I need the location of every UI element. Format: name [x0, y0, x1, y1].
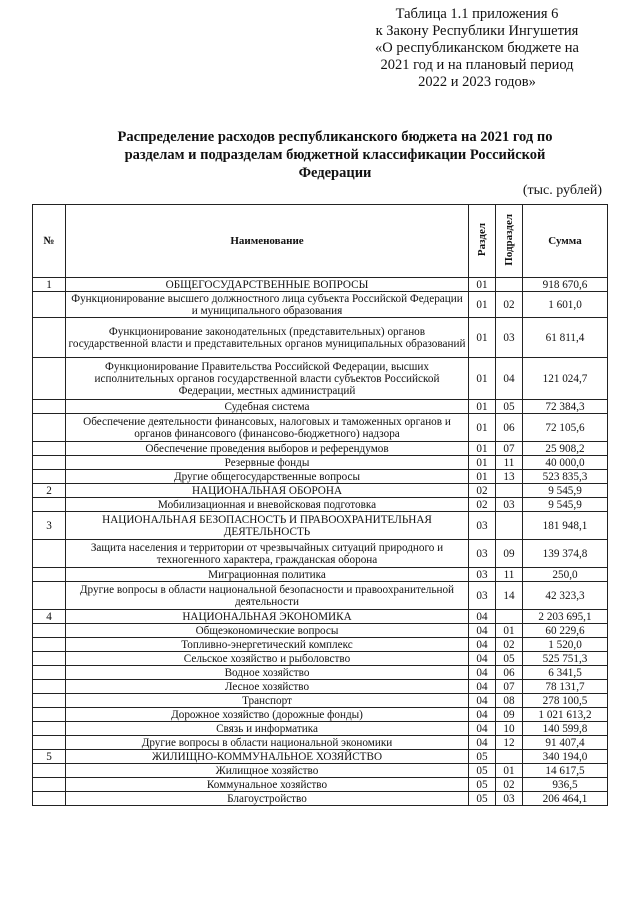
row-podrazdel: 01 — [496, 764, 523, 778]
row-name: Другие вопросы в области национальной экономики — [66, 736, 469, 750]
row-razdel: 04 — [469, 708, 496, 722]
table-row — [33, 292, 608, 318]
row-podrazdel: 04 — [496, 358, 523, 400]
appendix-line: «О республиканском бюджете на — [375, 40, 579, 56]
row-name: Коммунальное хозяйство — [66, 778, 469, 792]
appendix-line: Таблица 1.1 приложения 6 — [395, 6, 559, 22]
table-row — [33, 358, 608, 400]
row-razdel: 04 — [469, 722, 496, 736]
row-sum: 121 024,7 — [523, 358, 608, 400]
row-name: Функционирование Правительства Российской Федерации, высших исполнительных органов государственной власти субъектов Российской Федерации, местных администраций — [66, 358, 469, 400]
row-podrazdel: 06 — [496, 666, 523, 680]
row-razdel: 01 — [469, 358, 496, 400]
row-number: 3 — [33, 512, 66, 540]
row-razdel: 01 — [469, 442, 496, 456]
appendix-reference — [342, 6, 612, 91]
row-name: Мобилизационная и вневойсковая подготовка — [66, 498, 469, 512]
row-name: Транспорт — [66, 694, 469, 708]
column-header-num: № — [33, 205, 66, 278]
row-name: Связь и информатика — [66, 722, 469, 736]
row-name: Судебная система — [66, 400, 469, 414]
row-sum: 918 670,6 — [523, 278, 608, 292]
row-podrazdel: 05 — [496, 652, 523, 666]
row-number — [33, 442, 66, 456]
row-razdel: 04 — [469, 680, 496, 694]
row-podrazdel: 06 — [496, 414, 523, 442]
row-name: НАЦИОНАЛЬНАЯ БЕЗОПАСНОСТЬ И ПРАВООХРАНИТЕЛЬНАЯ ДЕЯТЕЛЬНОСТЬ — [66, 512, 469, 540]
row-number — [33, 638, 66, 652]
row-razdel: 03 — [469, 568, 496, 582]
row-razdel: 03 — [469, 512, 496, 540]
row-sum: 60 229,6 — [523, 624, 608, 638]
table-row — [33, 778, 608, 792]
table-row — [33, 624, 608, 638]
table-row — [33, 568, 608, 582]
row-razdel: 04 — [469, 610, 496, 624]
table-row — [33, 680, 608, 694]
row-number — [33, 568, 66, 582]
row-name: ЖИЛИЩНО-КОММУНАЛЬНОЕ ХОЗЯЙСТВО — [66, 750, 469, 764]
table-row — [33, 764, 608, 778]
row-name: Обеспечение проведения выборов и референдумов — [66, 442, 469, 456]
row-podrazdel — [496, 610, 523, 624]
row-razdel: 02 — [469, 484, 496, 498]
row-razdel: 01 — [469, 318, 496, 358]
row-sum: 523 835,3 — [523, 470, 608, 484]
row-podrazdel: 07 — [496, 442, 523, 456]
row-razdel: 04 — [469, 652, 496, 666]
row-number: 1 — [33, 278, 66, 292]
row-name: Дорожное хозяйство (дорожные фонды) — [66, 708, 469, 722]
table-row-section — [33, 610, 608, 624]
row-number — [33, 764, 66, 778]
column-header-name: Наименование — [66, 205, 469, 278]
row-podrazdel — [496, 484, 523, 498]
title-line: Распределение расходов республиканского бюджета на 2021 год по — [117, 129, 553, 145]
row-razdel: 02 — [469, 498, 496, 512]
row-number — [33, 414, 66, 442]
row-name: Другие вопросы в области национальной безопасности и правоохранительной деятельности — [66, 582, 469, 610]
row-number — [33, 708, 66, 722]
row-podrazdel: 14 — [496, 582, 523, 610]
table-row — [33, 722, 608, 736]
table-row-section — [33, 750, 608, 764]
row-number — [33, 778, 66, 792]
row-sum: 78 131,7 — [523, 680, 608, 694]
column-header-sum: Сумма — [523, 205, 608, 278]
column-header-razdel — [469, 205, 496, 278]
row-name: НАЦИОНАЛЬНАЯ ОБОРОНА — [66, 484, 469, 498]
table-row — [33, 540, 608, 568]
row-razdel: 05 — [469, 792, 496, 806]
row-podrazdel: 11 — [496, 568, 523, 582]
row-razdel: 04 — [469, 736, 496, 750]
row-number — [33, 792, 66, 806]
row-number — [33, 456, 66, 470]
row-sum: 72 384,3 — [523, 400, 608, 414]
table-row-section — [33, 278, 608, 292]
row-podrazdel: 03 — [496, 318, 523, 358]
table-header-row — [33, 205, 608, 278]
table-row-section — [33, 512, 608, 540]
row-sum: 91 407,4 — [523, 736, 608, 750]
row-podrazdel: 09 — [496, 540, 523, 568]
row-razdel: 01 — [469, 292, 496, 318]
table-row — [33, 442, 608, 456]
row-sum: 936,5 — [523, 778, 608, 792]
row-razdel: 04 — [469, 638, 496, 652]
row-number — [33, 666, 66, 680]
row-sum: 250,0 — [523, 568, 608, 582]
row-razdel: 01 — [469, 414, 496, 442]
row-name: Миграционная политика — [66, 568, 469, 582]
row-number — [33, 540, 66, 568]
row-podrazdel: 03 — [496, 498, 523, 512]
row-name: Защита населения и территории от чрезвычайных ситуаций природного и техногенного характера, гражданская оборона — [66, 540, 469, 568]
row-name: Водное хозяйство — [66, 666, 469, 680]
row-sum: 1 021 613,2 — [523, 708, 608, 722]
column-header-podrazdel — [496, 205, 523, 278]
row-razdel: 04 — [469, 624, 496, 638]
budget-table — [32, 204, 608, 806]
razdel-label: Раздел — [476, 222, 488, 257]
row-name: Сельское хозяйство и рыболовство — [66, 652, 469, 666]
table-row — [33, 582, 608, 610]
row-sum: 72 105,6 — [523, 414, 608, 442]
row-podrazdel — [496, 750, 523, 764]
table-row — [33, 666, 608, 680]
row-name: Общеэкономические вопросы — [66, 624, 469, 638]
table-row — [33, 470, 608, 484]
row-number — [33, 680, 66, 694]
row-name: Топливно-энергетический комплекс — [66, 638, 469, 652]
row-podrazdel: 08 — [496, 694, 523, 708]
row-name: Благоустройство — [66, 792, 469, 806]
row-number — [33, 652, 66, 666]
row-podrazdel: 05 — [496, 400, 523, 414]
row-number — [33, 358, 66, 400]
row-name: Функционирование высшего должностного лица субъекта Российской Федерации и муниципального образования — [66, 292, 469, 318]
table-row — [33, 498, 608, 512]
row-sum: 139 374,8 — [523, 540, 608, 568]
row-podrazdel: 13 — [496, 470, 523, 484]
row-sum: 278 100,5 — [523, 694, 608, 708]
table-row-section — [33, 484, 608, 498]
row-name: Лесное хозяйство — [66, 680, 469, 694]
table-row — [33, 400, 608, 414]
row-name: Обеспечение деятельности финансовых, налоговых и таможенных органов и органов финансового (финансово-бюджетного) надзора — [66, 414, 469, 442]
row-podrazdel: 03 — [496, 792, 523, 806]
row-number — [33, 318, 66, 358]
document-title — [100, 128, 570, 182]
row-razdel: 05 — [469, 750, 496, 764]
table-row — [33, 792, 608, 806]
row-sum: 1 520,0 — [523, 638, 608, 652]
table-row — [33, 736, 608, 750]
row-podrazdel: 12 — [496, 736, 523, 750]
appendix-line: 2021 год и на плановый период — [380, 57, 574, 73]
row-number — [33, 582, 66, 610]
row-number — [33, 722, 66, 736]
row-sum: 140 599,8 — [523, 722, 608, 736]
table-row — [33, 456, 608, 470]
row-podrazdel — [496, 278, 523, 292]
row-number — [33, 736, 66, 750]
row-number — [33, 498, 66, 512]
row-razdel: 05 — [469, 778, 496, 792]
table-body — [33, 278, 608, 806]
table-row — [33, 414, 608, 442]
row-sum: 42 323,3 — [523, 582, 608, 610]
row-razdel: 01 — [469, 456, 496, 470]
appendix-line: 2022 и 2023 годов» — [418, 74, 536, 90]
row-sum: 61 811,4 — [523, 318, 608, 358]
row-sum: 2 203 695,1 — [523, 610, 608, 624]
row-number: 2 — [33, 484, 66, 498]
row-razdel: 01 — [469, 400, 496, 414]
row-name: Функционирование законодательных (представительных) органов государственной власти и представительных органов муниципальных образований — [66, 318, 469, 358]
row-podrazdel: 11 — [496, 456, 523, 470]
row-razdel: 01 — [469, 278, 496, 292]
row-sum: 6 341,5 — [523, 666, 608, 680]
row-razdel: 03 — [469, 582, 496, 610]
appendix-line: к Закону Республики Ингушетия — [375, 23, 579, 39]
table-row — [33, 708, 608, 722]
row-sum: 40 000,0 — [523, 456, 608, 470]
row-podrazdel: 02 — [496, 638, 523, 652]
row-razdel: 03 — [469, 540, 496, 568]
row-number: 4 — [33, 610, 66, 624]
row-number — [33, 400, 66, 414]
row-sum: 25 908,2 — [523, 442, 608, 456]
row-number — [33, 292, 66, 318]
row-name: Жилищное хозяйство — [66, 764, 469, 778]
row-sum: 525 751,3 — [523, 652, 608, 666]
row-sum: 206 464,1 — [523, 792, 608, 806]
row-podrazdel: 10 — [496, 722, 523, 736]
row-sum: 340 194,0 — [523, 750, 608, 764]
row-podrazdel: 07 — [496, 680, 523, 694]
row-sum: 9 545,9 — [523, 484, 608, 498]
row-name: Резервные фонды — [66, 456, 469, 470]
row-name: ОБЩЕГОСУДАРСТВЕННЫЕ ВОПРОСЫ — [66, 278, 469, 292]
row-podrazdel: 01 — [496, 624, 523, 638]
row-razdel: 04 — [469, 666, 496, 680]
row-number — [33, 694, 66, 708]
row-sum: 181 948,1 — [523, 512, 608, 540]
row-podrazdel — [496, 512, 523, 540]
table-row — [33, 318, 608, 358]
units-label: (тыс. рублей) — [522, 183, 602, 198]
row-number — [33, 470, 66, 484]
row-razdel: 04 — [469, 694, 496, 708]
row-podrazdel: 02 — [496, 778, 523, 792]
podrazdel-label: Подраздел — [503, 213, 515, 266]
row-razdel: 01 — [469, 470, 496, 484]
row-number: 5 — [33, 750, 66, 764]
table-row — [33, 638, 608, 652]
title-line: Федерации — [298, 165, 372, 181]
row-sum: 14 617,5 — [523, 764, 608, 778]
table-row — [33, 694, 608, 708]
row-podrazdel: 09 — [496, 708, 523, 722]
row-sum: 1 601,0 — [523, 292, 608, 318]
title-line: разделам и подразделам бюджетной классификации Российской — [124, 147, 546, 163]
row-name: НАЦИОНАЛЬНАЯ ЭКОНОМИКА — [66, 610, 469, 624]
row-razdel: 05 — [469, 764, 496, 778]
row-name: Другие общегосударственные вопросы — [66, 470, 469, 484]
row-sum: 9 545,9 — [523, 498, 608, 512]
row-number — [33, 624, 66, 638]
row-podrazdel: 02 — [496, 292, 523, 318]
table-row — [33, 652, 608, 666]
